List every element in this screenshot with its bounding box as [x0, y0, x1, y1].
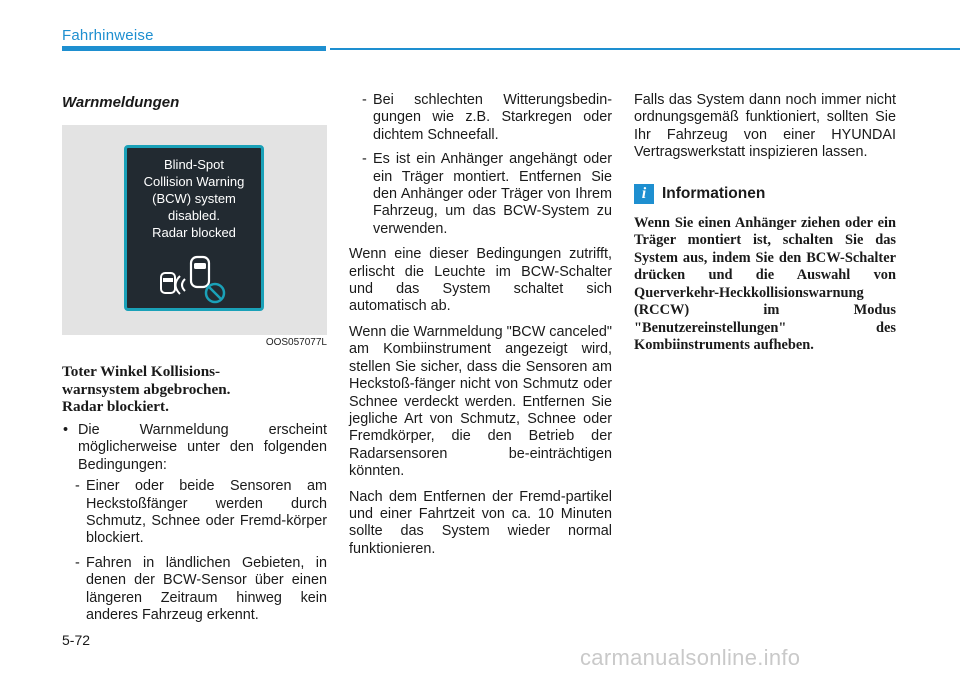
- figure-code: OOS057077L: [265, 337, 327, 348]
- column-1: [62, 92, 327, 624]
- display-message: [127, 156, 261, 241]
- info-title: Informationen: [662, 184, 766, 202]
- message-heading-line: Toter Winkel Kollisions-: [62, 363, 221, 381]
- dash-mark: -: [75, 554, 80, 571]
- bullet-text: Die Warnmeldung erscheint möglicherweise unter den folgenden Bedingungen:: [78, 421, 327, 473]
- watermark: carmanualsonline.info: [580, 645, 801, 670]
- dash-mark: -: [75, 478, 80, 495]
- dash-mark: -: [362, 151, 367, 168]
- dash-text: Fahren in ländlichen Gebieten, in denen der BCW-Sensor über einen längeren Zeitraum hinweg kein anderes Fahrzeug erkennt.: [86, 554, 327, 623]
- dash-item: [349, 151, 612, 238]
- dash-text: Es ist ein Anhänger angehängt oder ein Träger montiert. Entfernen Sie den Anhänger oder Träger von Ihrem Fahrzeug, um das BCW-System zu verwenden.: [373, 151, 612, 237]
- bullet-mark: •: [63, 421, 69, 438]
- dash-item: [62, 555, 327, 625]
- page-number: 5-72: [62, 632, 91, 648]
- bullet-item: [62, 422, 327, 474]
- radar-blocked-icon: [157, 253, 237, 308]
- column-2: [349, 92, 612, 558]
- section-title: Warnmeldungen: [62, 94, 180, 111]
- display-line: disabled.: [167, 208, 221, 224]
- column-3: [634, 92, 896, 355]
- display-line: (BCW) system: [152, 191, 236, 207]
- dash-item: [62, 478, 327, 548]
- paragraph: Nach dem Entfernen der Fremd-partikel und einer Fahrtzeit von ca. 10 Minuten sollte das System wieder normal funktionieren.: [349, 488, 612, 557]
- header-rule-thick: [62, 46, 326, 51]
- dash-text: Bei schlechten Witterungsbedin-gungen wie z.B. Starkregen oder dichtem Schneefall.: [373, 92, 612, 143]
- info-icon: i: [634, 184, 654, 204]
- display-line: Radar blocked: [152, 225, 236, 241]
- paragraph: Falls das System dann noch immer nicht ordnungsgemäß funktioniert, sollten Sie Ihr Fahrzeug von einer HYUNDAI Vertragswerkstatt inspizieren lassen.: [634, 92, 896, 161]
- paragraph: Wenn eine dieser Bedingungen zutrifft, erlischt die Leuchte im BCW-Schalter und das System schaltet sich automatisch ab.: [349, 246, 612, 315]
- section-header-title: Fahrhinweise: [62, 27, 154, 44]
- message-heading-line: Radar blockiert.: [62, 398, 169, 416]
- message-heading-line: warnsystem abgebrochen.: [62, 380, 231, 398]
- dash-text: Einer oder beide Sensoren am Heckstoßfänger werden durch Schmutz, Schnee oder Fremd-körper blockiert.: [86, 478, 327, 547]
- message-heading: [62, 363, 327, 416]
- display-line: Blind-Spot: [164, 157, 224, 173]
- figure-bcw-display: [62, 125, 327, 348]
- dash-item: [349, 92, 612, 144]
- info-body: Wenn Sie einen Anhänger ziehen oder ein Träger montiert ist, schalten Sie das System aus, indem Sie den BCW-Schalter drücken und die Auswahl von Querverkehr-Heckkollisionswarnung (RCCW) im Modus "Benutzereinstellungen" des Kombiinstruments aufheben.: [634, 214, 896, 354]
- info-header: [634, 184, 896, 204]
- paragraph: Wenn die Warnmeldung "BCW canceled" am Kombiinstrument angezeigt wird, stellen Sie sicher, dass die Sensoren am Heckstoß-fänger nicht von Schmutz oder Schnee verdeckt werden. Entfernen Sie jegliche Art von Schmutz, Schnee oder Fremdkörper, die den Betrieb der Radarsensoren be-einträchtigen könnten.: [349, 323, 612, 480]
- display-line: Collision Warning: [143, 174, 245, 190]
- header-rule-thin: [330, 48, 960, 50]
- cluster-display: [124, 145, 264, 311]
- dash-mark: -: [362, 92, 367, 108]
